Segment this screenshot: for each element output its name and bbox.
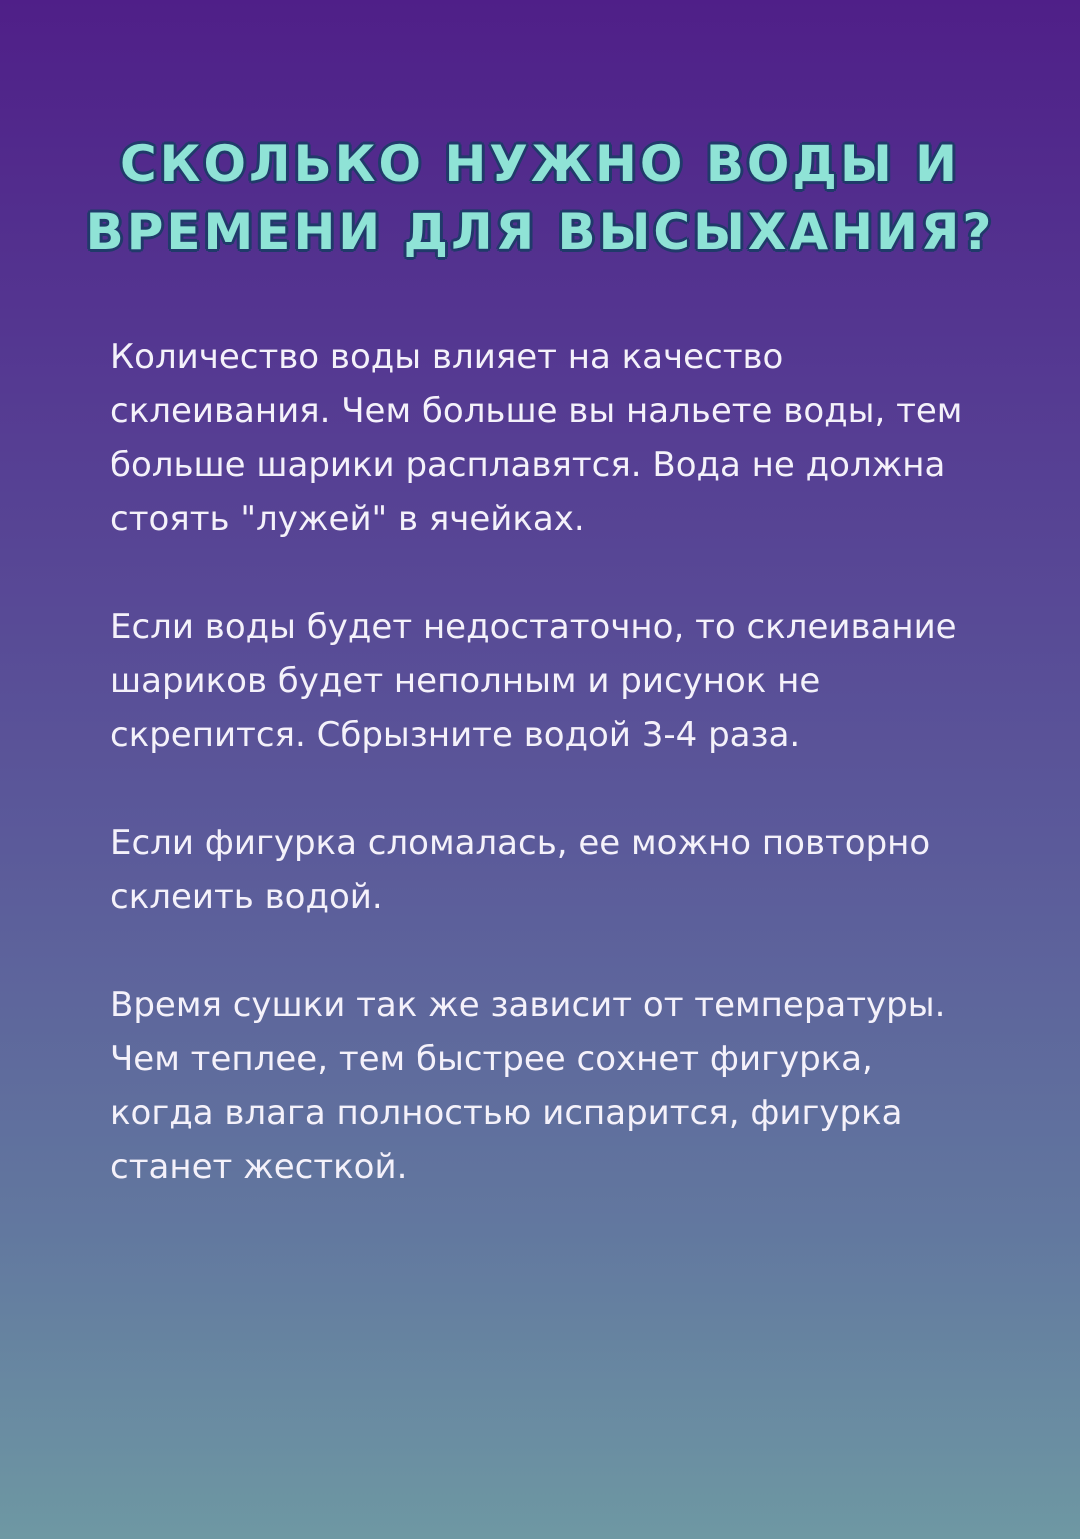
paragraph-insufficient-water: Если воды будет недостаточно, то склеивание шариков будет неполным и рисунок не скрепится. Сбрызните водой 3-4 раза.	[110, 607, 957, 755]
paragraph-water-amount: Количество воды влияет на качество склеивания. Чем больше вы нальете воды, тем больше шарики расплавятся. Вода не должна стоять "лужей" в ячейках.	[110, 337, 963, 539]
paragraph-broken-figure: Если фигурка сломалась, ее можно повторно склеить водой.	[110, 823, 931, 917]
paragraph-drying-time: Время сушки так же зависит от температуры. Чем теплее, тем быстрее сохнет фигурка, когда влага полностью испарится, фигурка станет жесткой.	[110, 985, 946, 1187]
page-title-line-1: СКОЛЬКО НУЖНО ВОДЫ И	[119, 135, 961, 193]
page-title	[0, 130, 1080, 266]
page-title-line-2: ВРЕМЕНИ ДЛЯ ВЫСЫХАНИЯ?	[85, 203, 995, 261]
instruction-body	[110, 330, 970, 1248]
